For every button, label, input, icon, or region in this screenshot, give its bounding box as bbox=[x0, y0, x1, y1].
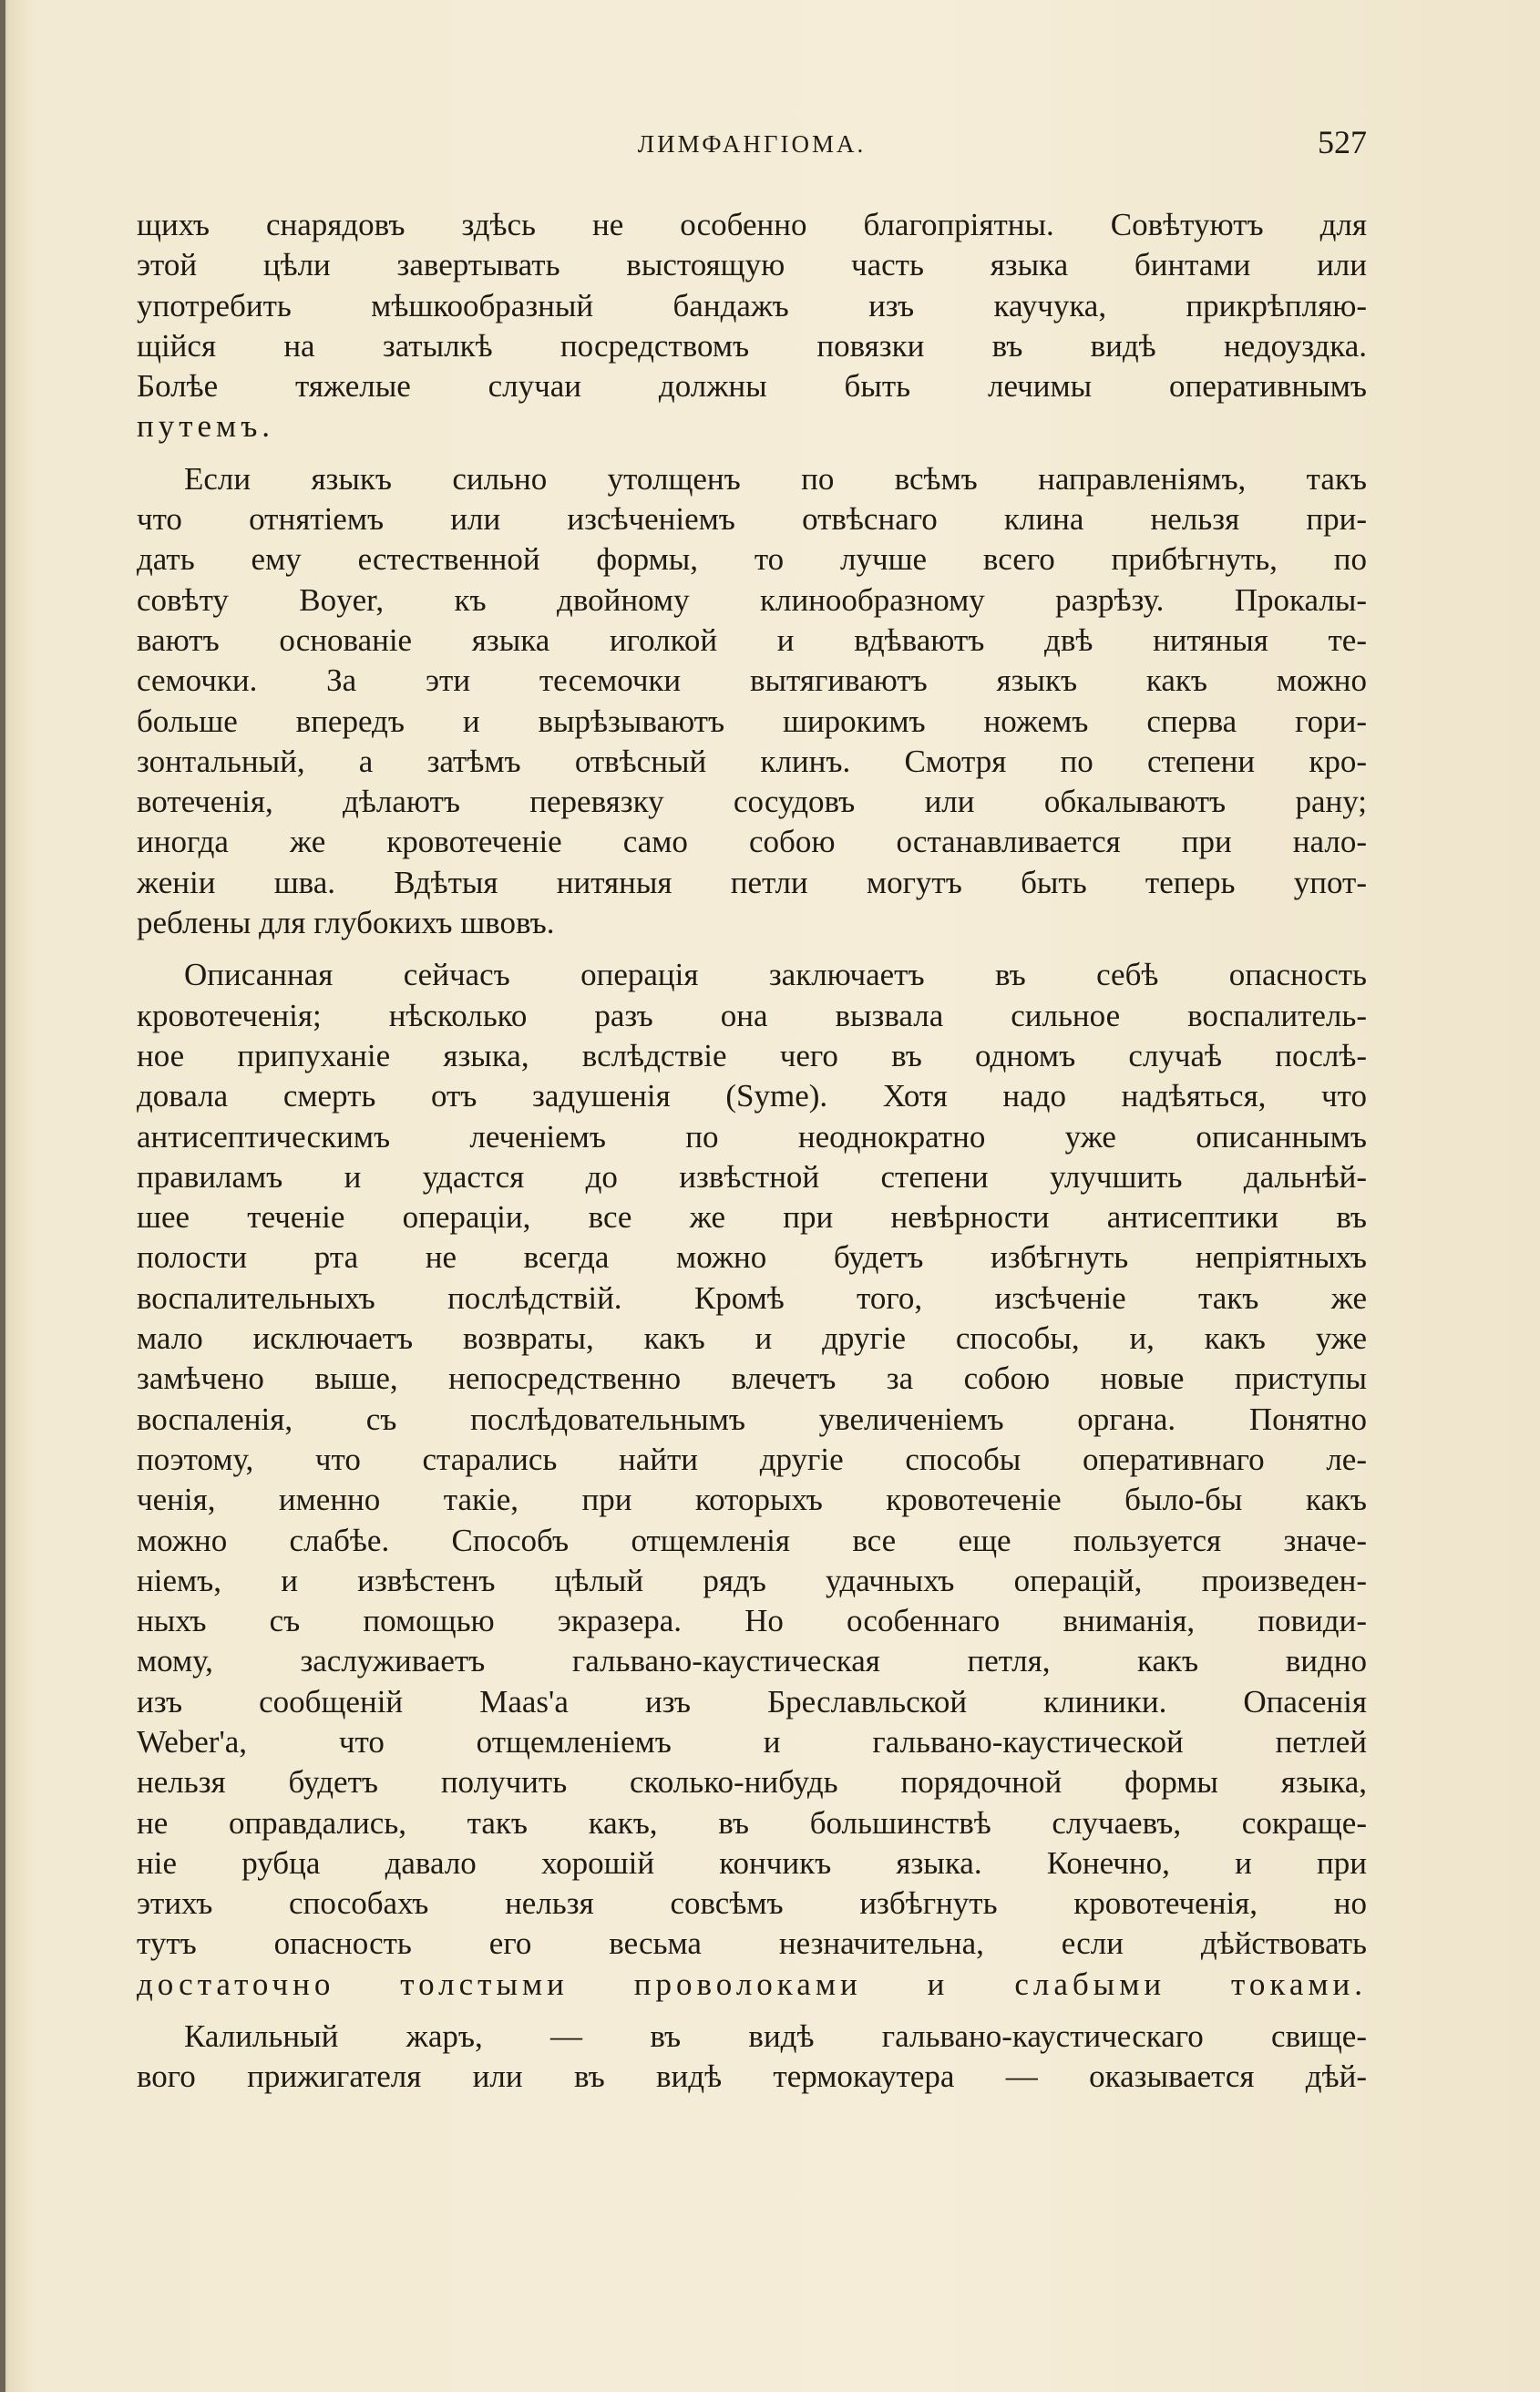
text-line: нельзя будетъ получить сколько-нибудь порядочной формы языка, bbox=[137, 1764, 1367, 1801]
text-line: ное припуханіе языка, вслѣдствіе чего въ одномъ случаѣ послѣ- bbox=[137, 1037, 1367, 1073]
text-line: кровотеченія; нѣсколько разъ она вызвала сильное воспалитель- bbox=[137, 997, 1367, 1033]
text-line: можно слабѣе. Способъ отщемленія все еще пользуется значе- bbox=[137, 1522, 1367, 1558]
text-line: семочки. За эти тесемочки вытягиваютъ языкъ какъ можно bbox=[137, 662, 1367, 699]
text-line: замѣчено выше, непосредственно влечетъ за собою новые приступы bbox=[137, 1360, 1367, 1397]
text-line: Weber'a, что отщемленіемъ и гальвано-каустической петлей bbox=[137, 1723, 1367, 1760]
text-line: ныхъ съ помощью экразера. Но особеннаго вниманія, повиди- bbox=[137, 1603, 1367, 1639]
text-line: вого прижигателя или въ видѣ термокаутера — оказывается дѣй- bbox=[137, 2058, 1367, 2095]
text-line: поэтому, что старались найти другіе способы оперативнаго ле- bbox=[137, 1441, 1367, 1477]
text-line: Калильный жаръ, — въ видѣ гальвано-каустическаго свище- bbox=[184, 2018, 1367, 2055]
text-line: Болѣе тяжелые случаи должны быть лечимы оперативнымъ bbox=[137, 368, 1367, 405]
text-line: Описанная сейчасъ операція заключаетъ въ себѣ опасность bbox=[184, 957, 1367, 993]
text-line: женіи шва. Вдѣтыя нитяныя петли могутъ быть теперь упот- bbox=[137, 864, 1367, 900]
text-line: не оправдались, такъ какъ, въ большинствѣ случаевъ, сокраще- bbox=[137, 1804, 1367, 1841]
text-line: ніе рубца давало хорошій кончикъ языка. Конечно, и при bbox=[137, 1844, 1367, 1881]
text-line: ченія, именно такіе, при которыхъ кровотеченіе было-бы какъ bbox=[137, 1482, 1367, 1518]
text-line: что отнятіемъ или изсѣченіемъ отвѣснаго клина нельзя при- bbox=[137, 501, 1367, 538]
text-line: употребить мѣшкообразный бандажъ изъ каучука, прикрѣпляю- bbox=[137, 287, 1367, 323]
text-line: этихъ способахъ нельзя совсѣмъ избѣгнуть кровотеченія, но bbox=[137, 1885, 1367, 1922]
text-line: этой цѣли завертывать выстоящую часть языка бинтами или bbox=[137, 247, 1367, 283]
text-line: щихъ снарядовъ здѣсь не особенно благопріятны. Совѣтуютъ для bbox=[137, 207, 1367, 242]
text-line: иногда же кровотеченіе само собою останавливается при нало- bbox=[137, 824, 1367, 860]
text-line: больше впередъ и вырѣзываютъ широкимъ ножемъ сперва гори- bbox=[137, 703, 1367, 739]
text-line: правиламъ и удастся до извѣстной степени улучшить дальнѣй- bbox=[137, 1158, 1367, 1195]
text-line: дать ему естественной формы, то лучше всего прибѣгнуть, по bbox=[137, 541, 1367, 578]
text-line: довала смерть отъ задушенія (Syme). Хотя надо надѣяться, что bbox=[137, 1078, 1367, 1114]
text-line: достаточно толстыми проволоками и слабыми токами. bbox=[137, 1966, 1367, 2002]
text-line: путемъ. bbox=[137, 408, 275, 445]
text-line: антисептическимъ леченіемъ по неоднократно уже описаннымъ bbox=[137, 1118, 1367, 1155]
running-title: ЛИМФАНГІОМА. bbox=[637, 130, 867, 158]
page-edge bbox=[0, 0, 5, 2392]
text-line: совѣту Boyer, къ двойному клинообразному разрѣзу. Прокалы- bbox=[137, 581, 1367, 618]
page-number: 527 bbox=[1318, 124, 1367, 160]
text-line: ваютъ основаніе языка иголкой и вдѣваютъ двѣ нитяныя те- bbox=[137, 621, 1367, 658]
text-line: мому, заслуживаетъ гальвано-каустическая петля, какъ видно bbox=[137, 1643, 1367, 1679]
page-header bbox=[137, 123, 1367, 173]
text-line: зонтальный, а затѣмъ отвѣсный клинъ. Смотря по степени кро- bbox=[137, 743, 1367, 779]
body-text bbox=[137, 205, 1367, 2098]
text-line: воспалительныхъ послѣдствій. Кромѣ того, изсѣченіе такъ же bbox=[137, 1279, 1367, 1316]
text-line: тутъ опасность его весьма незначительна, если дѣйствовать bbox=[137, 1925, 1367, 1962]
text-line: мало исключаетъ возвраты, какъ и другіе способы, и, какъ уже bbox=[137, 1320, 1367, 1357]
text-line: реблены для глубокихъ швовъ. bbox=[137, 905, 555, 941]
text-line: изъ сообщеній Maas'a изъ Бреславльской клиники. Опасенія bbox=[137, 1683, 1367, 1720]
text-line: щійся на затылкѣ посредствомъ повязки въ видѣ недоуздка. bbox=[137, 327, 1367, 364]
text-line: Если языкъ сильно утолщенъ по всѣмъ направленіямъ, такъ bbox=[184, 460, 1367, 497]
text-line: полости рта не всегда можно будетъ избѣгнуть непріятныхъ bbox=[137, 1239, 1367, 1276]
text-line: шее теченіе операціи, все же при невѣрности антисептики въ bbox=[137, 1199, 1367, 1236]
text-line: воспаленія, съ послѣдовательнымъ увеличеніемъ органа. Понятно bbox=[137, 1401, 1367, 1437]
text-line: вотеченія, дѣлаютъ перевязку сосудовъ или обкалываютъ рану; bbox=[137, 784, 1367, 820]
text-line: ніемъ, и извѣстенъ цѣлый рядъ удачныхъ операцій, произведен- bbox=[137, 1562, 1367, 1598]
